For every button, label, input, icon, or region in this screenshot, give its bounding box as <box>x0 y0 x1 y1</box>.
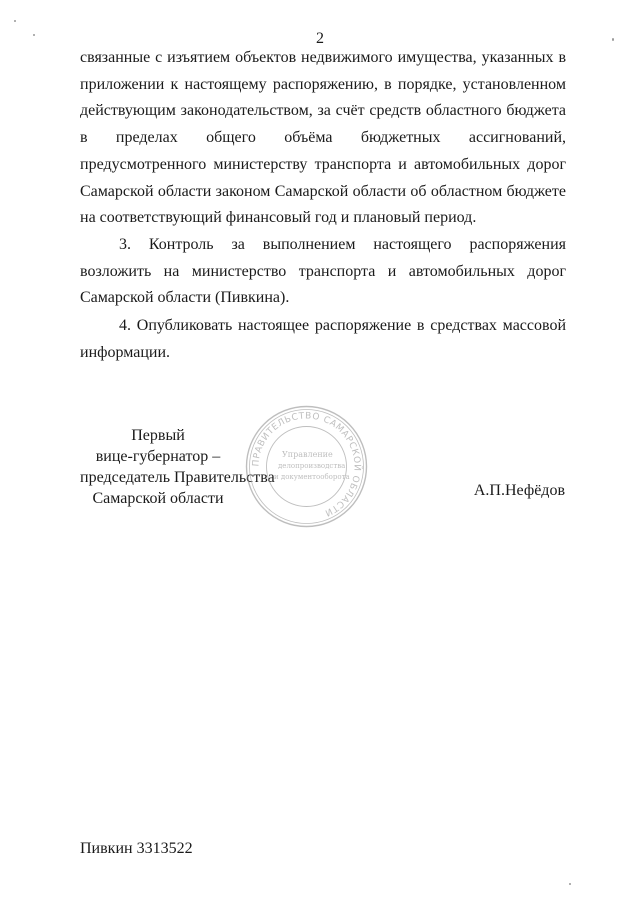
signatory-title-line: Первый <box>131 427 185 444</box>
official-stamp <box>244 404 369 529</box>
stamp-center-line: Управление <box>282 450 333 459</box>
scan-speck <box>612 38 614 41</box>
page-number: 2 <box>316 30 324 47</box>
stamp-center-line: и документооборота <box>274 473 350 481</box>
signatory-title <box>80 425 275 509</box>
signatory-title-line: председатель Правительства <box>80 469 275 486</box>
signatory-title-line: вице-губернатор – <box>95 448 221 465</box>
stamp-ring-text: ПРАВИТЕЛЬСТВО САМАРСКОЙ ОБЛАСТИ <box>251 411 362 518</box>
scan-speck <box>14 20 16 22</box>
scan-speck <box>33 34 35 36</box>
scan-speck <box>569 883 571 885</box>
stamp-center-line: делопроизводства <box>278 462 346 470</box>
signatory-name: А.П.Нефёдов <box>473 482 565 499</box>
paragraph-item-3: 3. Контроль за выполнением настоящего распоряжения возложить на министерство транспорта и автомобильных дорог Самарской области (Пивкина). <box>80 236 566 307</box>
paragraph-continuation: связанные с изъятием объектов недвижимого имущества, указанных в приложении к настоящему распоряжению, в порядке, установленном действующим законодательством, за счёт средств областного бюджета в пределах общего объёма бюджетных ассигнований, предусмотренного министерству транспорта и автомобильных дорог Самарской области законом Самарской области об областном бюджете на соответствующий финансовый год и плановый период. <box>80 49 566 227</box>
signatory-title-line: Самарской области <box>92 490 224 507</box>
paragraph-item-4: 4. Опубликовать настоящее распоряжение в средствах массовой информации. <box>80 317 566 361</box>
executor-info: Пивкин 3313522 <box>80 840 193 857</box>
